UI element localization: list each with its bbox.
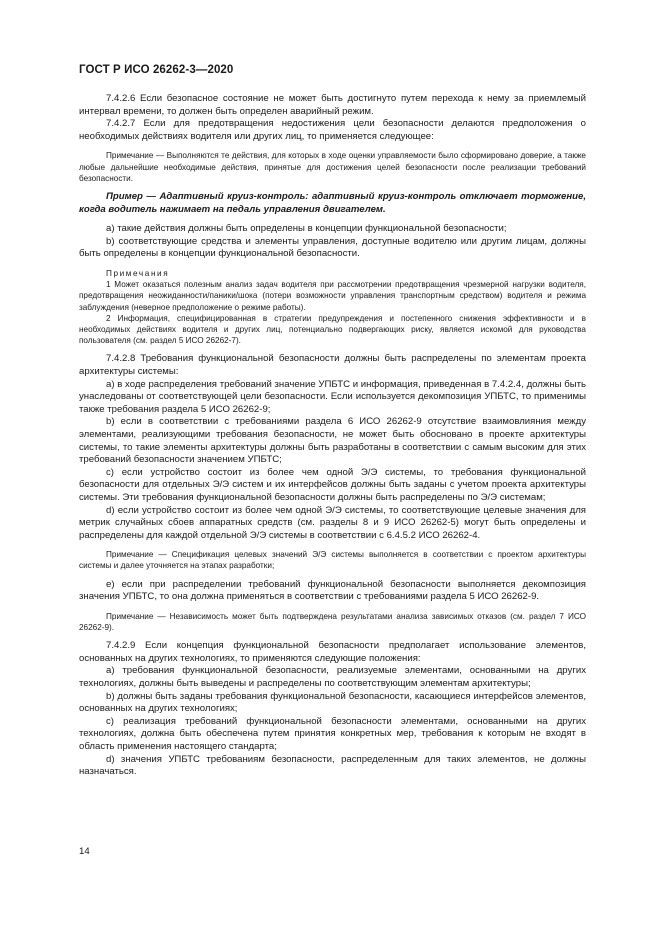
clause-7-4-2-9-a: a) требования функциональной безопасности, реализуемые элементами, основанными на других технологиях, должны быть выведены и распределены по соответствующим элементам архитектуры; [79, 665, 586, 690]
note-target-values: Примечание — Спецификация целевых значений Э/Э системы выполняется в соответствии с проектом архитектуры системы и далее уточняется на этапах разработки; [79, 550, 586, 571]
clause-7-4-2-6: 7.4.2.6 Если безопасное состояние не может быть достигнуто путем перехода к нему за приемлемый интервал времени, то должен быть определен аварийный режим. [79, 93, 586, 117]
clause-7-4-2-8: 7.4.2.8 Требования функциональной безопасности должны быть распределены по элементам проекта архитектуры системы: [79, 353, 586, 377]
list-item-b: b) соответствующие средства и элементы управления, доступные водителю или другим лицам, должны быть определены в концепции функциональной безопасности. [79, 235, 586, 260]
notes-heading: Примечания [106, 268, 170, 278]
clause-7-4-2-8-a: a) в ходе распределения требований значение УПБТС и информация, приведенная в 7.4.2.4, должны быть унаследованы от соответствующей цели безопасности. Если используется декомпозиция УПБТС, то применимы также требования раздела 5 ИСО 26262-9; [79, 378, 586, 415]
note-1: Примечание — Выполняются те действия, для которых в ходе оценки управляемости было сформировано доверие, а также любые дальнейшие необходимые действия, принятые для достижения целей безопасности после реализации требований безопасности. [79, 151, 586, 183]
clause-7-4-2-9-d: d) значения УПБТС требованиям безопасности, распределенным для таких элементов, не должны назначаться. [79, 753, 586, 778]
note-item-2: 2 Информация, специфицированная в стратегии предупреждения и постепенного снижения эффективности и в необходимых действиях водителя и других лиц, потенциально подвергающих риску, является искомой для руководства пользователя (см. раздел 5 ИСО 26262-7). [79, 313, 586, 346]
clause-7-4-2-9: 7.4.2.9 Если концепция функциональной безопасности предполагает использование элементов, основанных на других технологиях, то применяются следующие положения: [79, 640, 586, 664]
note-independence: Примечание — Независимость может быть подтверждена результатами анализа зависимых отказов (см. раздел 7 ИСО 26262-9). [79, 611, 586, 633]
page-number: 14 [79, 846, 90, 857]
clause-7-4-2-7: 7.4.2.7 Если для предотвращения недостижения цели безопасности делаются предположения о необходимых действиях водителя или других лиц, то применяется следующее: [79, 118, 586, 142]
page-body [79, 93, 586, 779]
clause-7-4-2-8-d: d) если устройство состоит из более чем одной Э/Э системы, то соответствующие целевые значения для метрик случайных сбоев аппаратных средств (см. разделы 8 и 9 ИСО 26262-5) могут быть определены и распределены для каждой отдельной Э/Э системы в соответствии с 6.4.5.2 ИСО 26262-4. [79, 504, 586, 541]
clause-7-4-2-9-b: b) должны быть заданы требования функциональной безопасности, касающиеся интерфейсов элементов, основанных на других технологиях; [79, 690, 586, 715]
clause-7-4-2-8-e: e) если при распределении требований функциональной безопасности выполняется декомпозиция значения УПБТС, то она должна применяться в соответствии с требованиями раздела 5 ИСО 26262-9. [79, 578, 586, 603]
note-item-1: 1 Может оказаться полезным анализ задач водителя при рассмотрении предотвращения чрезмерной нагрузки водителя, предотвращения неожиданности/паники/шока (потери возможности управления транспортным средством) водителя и режима заблуждения (неверное предположение о режиме работы). [79, 280, 586, 312]
clause-7-4-2-9-c: c) реализация требований функциональной безопасности элементами, основанными на других технологиях, должна быть обеспечена путем принятия конкретных мер, требования к которым не входят в область применения настоящего стандарта; [79, 715, 586, 753]
clause-7-4-2-8-b: b) если в соответствии с требованиями раздела 6 ИСО 26262-9 отсутствие взаимовлияния между элементами, реализующими требования безопасности, не может быть обосновано в проекте архитектуры системы, то такие элементы архитектуры должны быть разработаны в соответствии с самым высоким для этих требований безопасности значением УПБТС; [79, 416, 586, 466]
clause-7-4-2-8-c: c) если устройство состоит из более чем одной Э/Э системы, то требования функциональной безопасности для отдельных Э/Э систем и их интерфейсов должны быть заданы с учетом проекта архитектуры системы. Эти требования функциональной безопасности должны быть распределены по Э/Э системам; [79, 466, 586, 503]
document-header: ГОСТ Р ИСО 26262-3—2020 [79, 64, 234, 76]
list-item-a: a) такие действия должны быть определены в концепции функциональной безопасности; [106, 223, 507, 235]
example-adaptive-cruise-control: Пример — Адаптивный круиз-контроль: адаптивный круиз-контроль отключает торможение, когда водитель нажимает на педаль управления двигателем. [79, 190, 586, 215]
